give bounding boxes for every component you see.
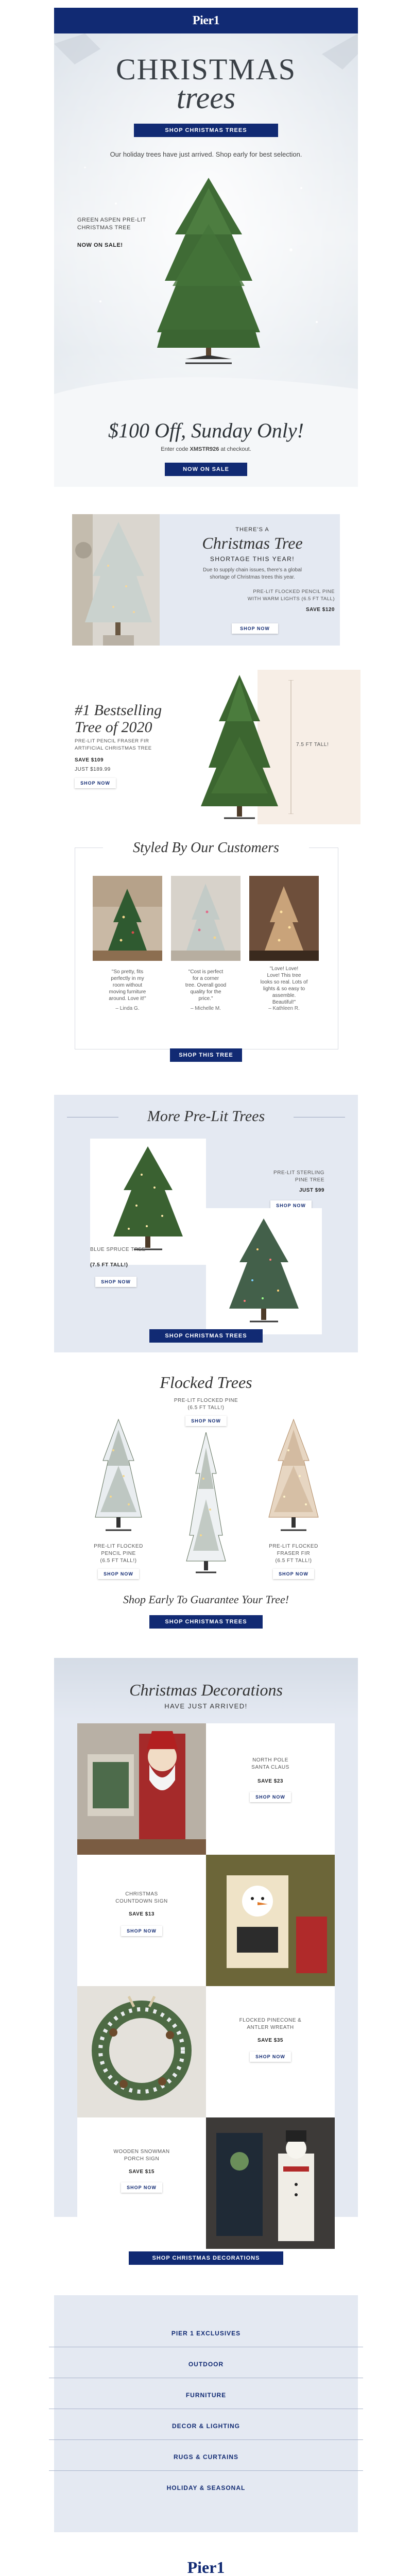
shortage-kicker: THERE'S A [235,527,269,533]
hero-intro-text: Our holiday trees have just arrived. Shop early for best selection. [110,150,302,158]
hero-code-line [54,446,358,452]
sterling-pine-shop-now-button[interactable]: SHOP NOW [270,1200,312,1211]
shop-christmas-trees-button[interactable]: SHOP CHRISTMAS TREES [134,124,278,137]
flocked-title: Flocked Trees [160,1373,252,1392]
flocked-pine-image[interactable] [175,1432,237,1579]
decoration-1-label: NORTH POLE SANTA CLAUS [251,1757,289,1770]
hero-product-status: NOW ON SALE! [77,242,123,248]
shortage-body: Due to supply chain issues, there's a global shortage of Christmas trees this year. [202,567,302,580]
flocked-left-shop-now-button[interactable]: SHOP NOW [98,1569,139,1579]
sterling-pine-label: PRE-LIT STERLING PINE TREE [273,1170,324,1183]
customer-quote-1: "So pretty, fits perfectly in my room without moving furniture around. Love it!" [109,969,146,1002]
hero-green-tree-image[interactable] [154,178,263,368]
hero-product-label: GREEN ASPEN PRE-LIT CHRISTMAS TREE [77,217,146,231]
footer-link-exclusives[interactable]: PIER 1 EXCLUSIVES [171,2330,241,2337]
shop-christmas-decorations-button[interactable]: SHOP CHRISTMAS DECORATIONS [129,2251,283,2265]
decoration-2-save: SAVE $13 [129,1911,154,1917]
footer-link-furniture[interactable]: FURNITURE [185,2392,227,2399]
customer-photo-2[interactable] [171,876,241,961]
santa-claus-image[interactable] [77,1723,206,1855]
flocked-fraser-fir-image[interactable] [258,1414,330,1543]
shortage-shop-now-button[interactable]: SHOP NOW [232,623,278,634]
flocked-pencil-pine-image[interactable] [82,1414,154,1543]
customer-author-3: – Kathleen R. [268,1006,300,1011]
prelit-divider-right [294,1117,345,1118]
shortage-subtitle: SHORTAGE THIS YEAR! [210,555,295,563]
footer-link-holiday-seasonal[interactable]: HOLIDAY & SEASONAL [166,2484,246,2492]
flocked-center-shop-now-button[interactable]: SHOP NOW [185,1416,227,1426]
promo-code: XMSTR926 [190,446,219,452]
flocked-tagline: Shop Early To Guarantee Your Tree! [123,1593,289,1606]
footer-divider [49,2470,363,2471]
customer-quote-2: "Cost is perfect for a corner tree. Overall good quality for the price." [185,969,227,1002]
hero-title-top: CHRISTMAS [116,53,296,86]
shortage-save: SAVE $120 [305,607,335,613]
blue-spruce-tree-image[interactable] [206,1208,322,1334]
hero-offer-headline: $100 Off, Sunday Only! [108,419,304,442]
decoration-2-card [77,1855,206,1986]
bestseller-save: SAVE $109 [75,757,104,763]
bestseller-height-label: 7.5 FT TALL! [296,742,329,748]
prelit-title: More Pre-Lit Trees [147,1108,265,1125]
sterling-pine-price: JUST $99 [299,1188,324,1193]
blue-spruce-size: (7.5 FT TALL!) [90,1262,128,1268]
customer-photo-1[interactable] [93,876,162,961]
bestseller-title: #1 Bestselling Tree of 2020 [75,702,162,736]
pier1-logo[interactable]: Pier1 [192,14,220,27]
decoration-4-shop-now-button[interactable]: SHOP NOW [121,2182,162,2193]
flocked-center-label: PRE-LIT FLOCKED PINE (6.5 FT TALL!) [174,1398,238,1411]
decoration-1-save: SAVE $23 [258,1778,283,1784]
footer-logo[interactable]: Pier1 [187,2558,225,2576]
code-prefix: Enter code [161,446,190,452]
prelit-shop-christmas-trees-button[interactable]: SHOP CHRISTMAS TREES [149,1329,263,1343]
flocked-right-shop-now-button[interactable]: SHOP NOW [273,1569,314,1579]
bestseller-shop-now-button[interactable]: SHOP NOW [75,778,116,788]
bestseller-product: PRE-LIT PENCIL FRASER FIR ARTIFICIAL CHRISTMAS TREE [75,738,152,751]
blue-spruce-shop-now-button[interactable]: SHOP NOW [95,1277,136,1287]
shortage-product: PRE-LIT FLOCKED PENCIL PINE WITH WARM LIGHTS (6.5 FT TALL) [247,589,335,602]
styled-title: Styled By Our Customers [103,840,309,856]
countdown-sign-image[interactable] [206,1855,335,1986]
decoration-3-label: FLOCKED PINECONE & ANTLER WREATH [239,2018,302,2030]
customer-quote-3: "Love! Love! Love! This tree looks so real. Lots of lights & so easy to assemble. Beautiful!" [260,966,308,1005]
now-on-sale-button[interactable]: NOW ON SALE [165,463,247,476]
pinecone-wreath-image[interactable] [77,1986,206,2117]
shortage-flocked-tree-image[interactable] [72,514,160,646]
bestseller-price: JUST $189.99 [75,767,111,772]
bestseller-fir-tree-image[interactable] [196,675,283,824]
flocked-left-label: PRE-LIT FLOCKED PENCIL PINE (6.5 FT TALL!) [94,1544,143,1564]
decorations-subtitle: HAVE JUST ARRIVED! [164,1702,248,1710]
snowman-porch-sign-image[interactable] [206,2117,335,2249]
hero-title-bottom: trees [176,81,236,115]
shop-this-tree-button[interactable]: SHOP THIS TREE [170,1048,242,1062]
code-suffix: at checkout. [219,446,251,452]
decoration-1-card [206,1723,335,1855]
flocked-shop-christmas-trees-button[interactable]: SHOP CHRISTMAS TREES [149,1615,263,1629]
customer-photo-3[interactable] [249,876,319,961]
customer-author-1: – Linda G. [115,1006,140,1011]
decoration-3-save: SAVE $35 [258,2038,283,2043]
decorations-title: Christmas Decorations [129,1681,283,1699]
decoration-3-shop-now-button[interactable]: SHOP NOW [250,2052,291,2062]
blue-spruce-label: BLUE SPRUCE TREE [90,1247,146,1252]
decoration-4-label: WOODEN SNOWMAN PORCH SIGN [113,2149,170,2162]
decoration-4-save: SAVE $15 [129,2169,154,2175]
decoration-2-shop-now-button[interactable]: SHOP NOW [121,1926,162,1936]
decoration-2-label: CHRISTMAS COUNTDOWN SIGN [115,1891,168,1904]
footer-link-decor-lighting[interactable]: DECOR & LIGHTING [172,2422,240,2430]
decoration-1-shop-now-button[interactable]: SHOP NOW [250,1792,291,1802]
height-measure-line [288,680,294,814]
flocked-right-label: PRE-LIT FLOCKED FRASER FIR (6.5 FT TALL!) [269,1544,318,1564]
footer-divider [49,2439,363,2440]
shortage-title: Christmas Tree [202,534,303,552]
footer-link-rugs-curtains[interactable]: RUGS & CURTAINS [173,2453,239,2461]
sterling-pine-tree-image[interactable] [90,1139,206,1265]
customer-author-2: – Michelle M. [191,1006,221,1011]
footer-link-outdoor[interactable]: OUTDOOR [188,2361,224,2368]
prelit-divider-left [67,1117,118,1118]
